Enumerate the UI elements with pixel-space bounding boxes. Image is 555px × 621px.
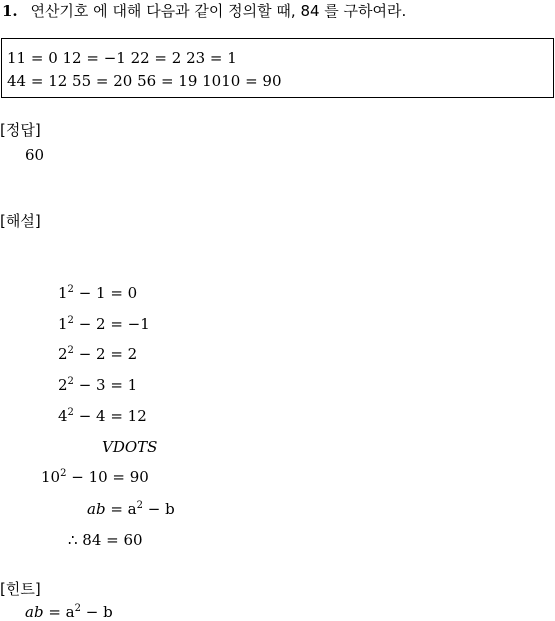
definition-line-2: 44 = 12 55 = 20 56 = 19 1010 = 90 <box>7 72 282 90</box>
explanation-step: $2^2 - 3 = 1$ <box>58 376 138 394</box>
explanation-step: $1^2 - 1 = 0$ <box>58 284 138 302</box>
answer-value: 60 <box>25 146 45 164</box>
explanation-last-step: $10^2 - 10 = 90$ <box>41 468 149 486</box>
vdots-text: VDOTS <box>102 438 158 456</box>
explanation-conclusion: ∴ 84 = 60 <box>68 531 143 549</box>
explanation-rule: ab = $a^2 - b$ <box>87 500 175 518</box>
hint-rule: ab = $a^2 - b$ <box>25 603 113 621</box>
explanation-label: [해설] <box>0 212 41 230</box>
answer-label: [정답] <box>0 121 41 139</box>
hint-label: [힌트] <box>0 580 41 598</box>
explanation-step: $4^2 - 4 = 12$ <box>58 407 147 425</box>
explanation-step: $1^2 - 2 = -1$ <box>58 315 150 333</box>
question <box>2 0 406 21</box>
explanation-step: $2^2 - 2 = 2$ <box>58 345 138 363</box>
question-number: 1. <box>2 2 18 20</box>
question-text: 연산기호 에 대해 다음과 같이 정의할 때, 84 를 구하여라. <box>30 2 407 20</box>
definition-line-1: 11 = 0 12 = −1 22 = 2 23 = 1 <box>7 49 237 67</box>
definition-box <box>1 38 554 98</box>
